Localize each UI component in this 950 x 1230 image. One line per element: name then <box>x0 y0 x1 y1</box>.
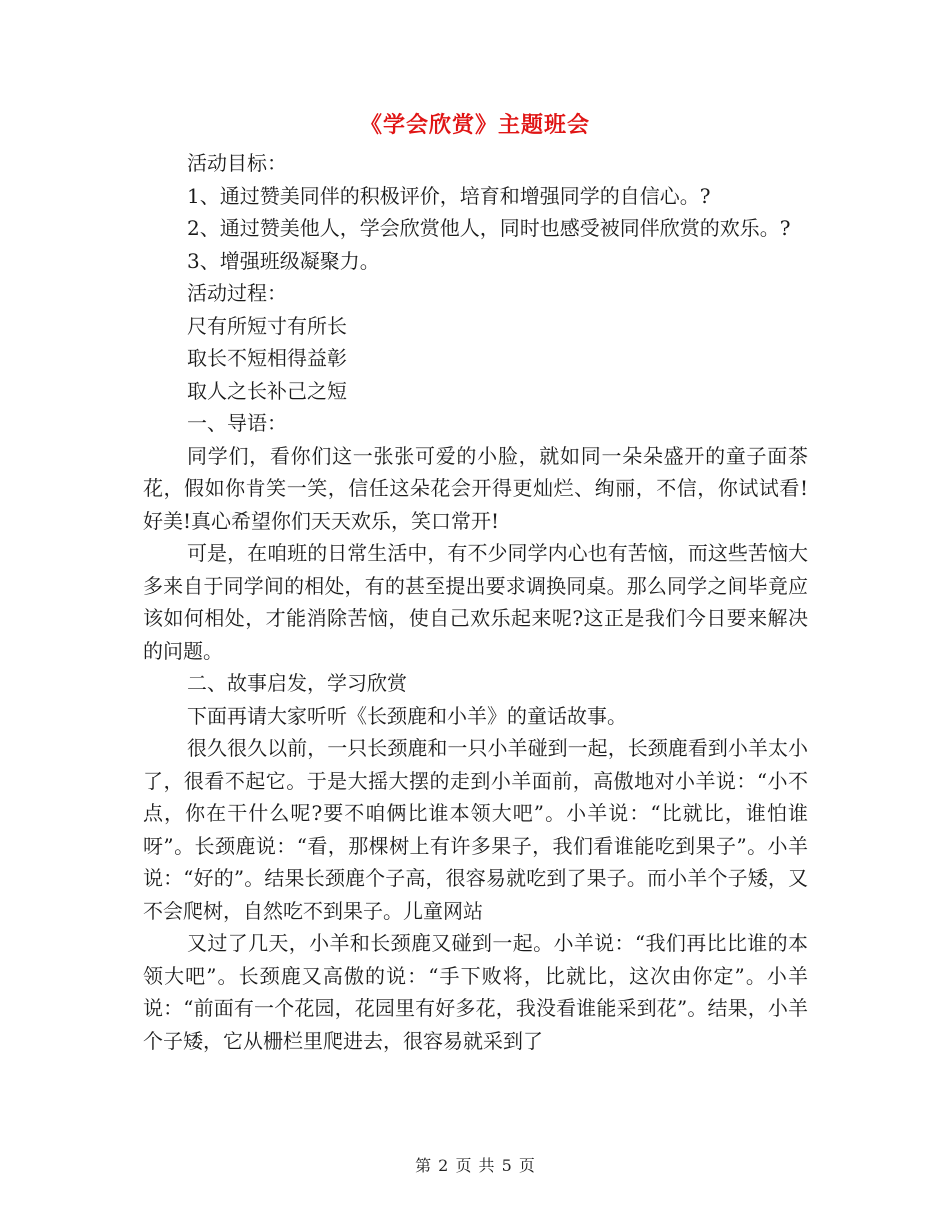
section-heading-intro: 一、导语： <box>187 411 287 435</box>
section-heading-story: 二、故事启发，学习欣赏 <box>187 671 407 695</box>
page-number-footer: 第 2 页 共 5 页 <box>415 1156 535 1175</box>
paragraph-process-heading: 活动过程： <box>187 281 287 305</box>
paragraph-story-intro: 下面再请大家听听《长颈鹿和小羊》的童话故事。 <box>187 703 627 728</box>
paragraph-intro-1: 同学们，看你们这一张张可爱的小脸，就如同一朵朵盛开的童子面茶花，假如你肯笑一笑，信任这朵花会开得更灿烂、绚丽，不信，你试试看!好美!真心希望你们天天欢乐，笑口常开! <box>143 443 808 533</box>
paragraph-goal-1: 1、通过赞美同伴的积极评价，培育和增强同学的自信心。? <box>187 183 711 208</box>
paragraph-goal-2: 2、通过赞美他人，学会欣赏他人，同时也感受被同伴欣赏的欢乐。? <box>187 216 791 240</box>
paragraph-goal-heading: 活动目标： <box>187 151 287 175</box>
paragraph-intro-2: 可是，在咱班的日常生活中，有不少同学内心也有苦恼，而这些苦恼大多来自于同学间的相处，有的甚至提出要求调换同桌。那么同学之间毕竟应该如何相处，才能消除苦恼，使自己欢乐起来呢?这正是我们今日要来解决的问题。 <box>143 541 808 663</box>
paragraph-motto-2: 取长不短相得益彰 <box>187 346 347 370</box>
paragraph-motto-1: 尺有所短寸有所长 <box>187 313 347 338</box>
document-title: 《学会欣赏》主题班会 <box>359 112 590 138</box>
paragraph-story-2: 又过了几天，小羊和长颈鹿又碰到一起。小羊说：“我们再比比谁的本领大吧”。长颈鹿又高傲的说：“手下败将，比就比，这次由你定”。小羊说：“前面有一个花园，花园里有好多花，我没看谁能采到花”。结果，小羊个子矮，它从栅栏里爬进去，很容易就采到了 <box>143 931 808 1053</box>
paragraph-story-1: 很久很久以前，一只长颈鹿和一只小羊碰到一起，长颈鹿看到小羊太小了，很看不起它。于是大摇大摆的走到小羊面前，高傲地对小羊说：“小不点，你在干什么呢?要不咱俩比谁本领大吧”。小羊说：“比就比，谁怕谁呀”。长颈鹿说：“看，那棵树上有许多果子，我们看谁能吃到果子”。小羊说：“好的”。结果长颈鹿个子高，很容易就吃到了果子。而小羊个子矮，又不会爬树，自然吃不到果子。儿童网站 <box>143 736 808 923</box>
paragraph-motto-3: 取人之长补己之短 <box>187 378 347 403</box>
paragraph-goal-3: 3、增强班级凝聚力。 <box>187 248 380 273</box>
document-body <box>143 147 808 1057</box>
